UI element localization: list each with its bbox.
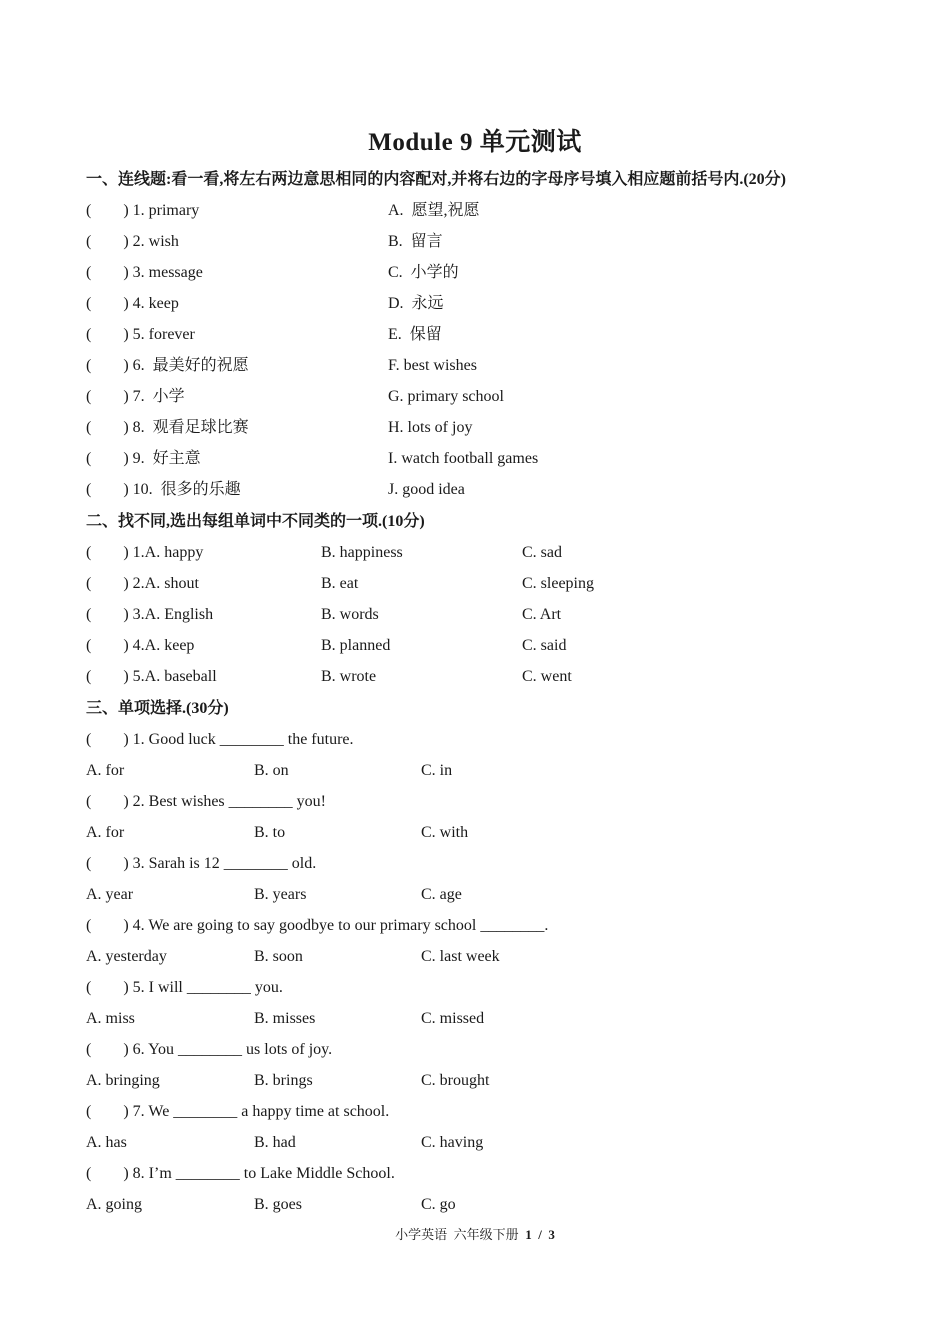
- footer-separator: /: [531, 1227, 549, 1242]
- section1-item-right: I. watch football games: [388, 450, 539, 467]
- section3-options: [86, 759, 886, 783]
- section1-item-left: ( ) 3. message: [86, 264, 203, 281]
- section3-options: [86, 1069, 886, 1093]
- section3-option-b: B. on: [254, 762, 289, 779]
- section2-option-c: C. Art: [522, 606, 562, 623]
- section3-question: ( ) 4. We are going to say goodbye to our primary school ________.: [86, 917, 549, 934]
- section2-item: [86, 634, 886, 658]
- section1-item: [86, 292, 886, 316]
- section3-option-c: C. brought: [421, 1072, 490, 1089]
- section1-item-right: G. primary school: [388, 388, 504, 405]
- section2-option-b: B. planned: [321, 637, 391, 654]
- section3-question: ( ) 5. I will ________ you.: [86, 979, 283, 996]
- section1-item-left: ( ) 4. keep: [86, 295, 179, 312]
- section1-item-right: J. good idea: [388, 481, 465, 498]
- page-title: Module 9 单元测试: [368, 129, 582, 156]
- section2-item: [86, 665, 886, 689]
- section2-item: [86, 541, 886, 565]
- section3-options: [86, 821, 886, 845]
- section1-item-right: H. lots of joy: [388, 419, 473, 436]
- section2-option-a: ( ) 2.A. shout: [86, 575, 199, 592]
- section1-item: [86, 385, 886, 409]
- section1-item: [86, 323, 886, 347]
- section3-option-a: A. year: [86, 886, 134, 903]
- section1-item: [86, 199, 886, 223]
- section3-option-b: B. had: [254, 1134, 296, 1151]
- section3-question: ( ) 1. Good luck ________ the future.: [86, 731, 354, 748]
- section1-item-left: ( ) 7. 小学: [86, 388, 185, 405]
- section2-option-b: B. eat: [321, 575, 359, 592]
- section1-item-left: ( ) 5. forever: [86, 326, 195, 343]
- section3-options: [86, 883, 886, 907]
- page-footer: [0, 1224, 950, 1243]
- section1-item: [86, 416, 886, 440]
- section3-option-a: A. for: [86, 824, 125, 841]
- section3-option-c: C. age: [421, 886, 462, 903]
- section2-option-c: C. sad: [522, 544, 562, 561]
- section3-option-c: C. go: [421, 1196, 456, 1213]
- section2-heading: 二、找不同,选出每组单词中不同类的一项.(10分): [86, 513, 425, 530]
- section3-option-a: A. yesterday: [86, 948, 167, 965]
- section1-item-right: F. best wishes: [388, 357, 477, 374]
- section3-option-c: C. with: [421, 824, 469, 841]
- footer-label: 小学英语 六年级下册: [395, 1227, 526, 1242]
- section3-option-c: C. missed: [421, 1010, 485, 1027]
- section1-item-right: D. 永远: [388, 295, 444, 312]
- section2-item: [86, 572, 886, 596]
- section1-item-right: A. 愿望,祝愿: [388, 202, 480, 219]
- section2-option-b: B. wrote: [321, 668, 377, 685]
- section2-option-b: B. happiness: [321, 544, 403, 561]
- section3-question: ( ) 8. I’m ________ to Lake Middle School.: [86, 1165, 395, 1182]
- section3-option-b: B. goes: [254, 1196, 302, 1213]
- section1-item-right: B. 留言: [388, 233, 443, 250]
- section2-option-a: ( ) 5.A. baseball: [86, 668, 217, 685]
- footer-page-total: 3: [548, 1227, 555, 1242]
- section3-option-a: A. miss: [86, 1010, 135, 1027]
- section2-option-c: C. said: [522, 637, 567, 654]
- section2-item: [86, 603, 886, 627]
- section3-heading: 三、单项选择.(30分): [86, 700, 229, 717]
- section1-item-left: ( ) 2. wish: [86, 233, 179, 250]
- section1-item: [86, 478, 886, 502]
- section3-question: ( ) 3. Sarah is 12 ________ old.: [86, 855, 317, 872]
- section2-option-a: ( ) 3.A. English: [86, 606, 214, 623]
- section3-option-a: A. has: [86, 1134, 127, 1151]
- section1-item-left: ( ) 8. 观看足球比赛: [86, 419, 249, 436]
- section3-option-a: A. for: [86, 762, 125, 779]
- section1-item-left: ( ) 6. 最美好的祝愿: [86, 357, 249, 374]
- section1-item-left: ( ) 9. 好主意: [86, 450, 201, 467]
- section1-heading: 一、连线题:看一看,将左右两边意思相同的内容配对,并将右边的字母序号填入相应题前括号内.(20分): [86, 171, 786, 188]
- section3-option-a: A. bringing: [86, 1072, 160, 1089]
- section3-question: ( ) 7. We ________ a happy time at school.: [86, 1103, 390, 1120]
- section1-item-left: ( ) 10. 很多的乐趣: [86, 481, 241, 498]
- section3-options: [86, 1193, 886, 1217]
- section3-options: [86, 1131, 886, 1155]
- section3-question: ( ) 6. You ________ us lots of joy.: [86, 1041, 333, 1058]
- section1-item: [86, 354, 886, 378]
- section3-option-b: B. soon: [254, 948, 303, 965]
- section1-item: [86, 230, 886, 254]
- section2-option-b: B. words: [321, 606, 379, 623]
- footer-page-number: 1: [525, 1227, 532, 1242]
- section1-item: [86, 261, 886, 285]
- section3-option-c: C. in: [421, 762, 453, 779]
- section3-option-b: B. brings: [254, 1072, 313, 1089]
- section3-option-b: B. misses: [254, 1010, 316, 1027]
- section2-option-a: ( ) 4.A. keep: [86, 637, 195, 654]
- section1-item-right: E. 保留: [388, 326, 442, 343]
- section3-option-c: C. having: [421, 1134, 484, 1151]
- section3-option-b: B. years: [254, 886, 307, 903]
- section1-item: [86, 447, 886, 471]
- section3-option-c: C. last week: [421, 948, 500, 965]
- section3-question: ( ) 2. Best wishes ________ you!: [86, 793, 326, 810]
- section3-options: [86, 945, 886, 969]
- section3-option-a: A. going: [86, 1196, 142, 1213]
- section1-item-right: C. 小学的: [388, 264, 459, 281]
- section2-option-c: C. went: [522, 668, 572, 685]
- section1-item-left: ( ) 1. primary: [86, 202, 200, 219]
- section3-option-b: B. to: [254, 824, 286, 841]
- section2-option-c: C. sleeping: [522, 575, 594, 592]
- section2-option-a: ( ) 1.A. happy: [86, 544, 204, 561]
- section3-options: [86, 1007, 886, 1031]
